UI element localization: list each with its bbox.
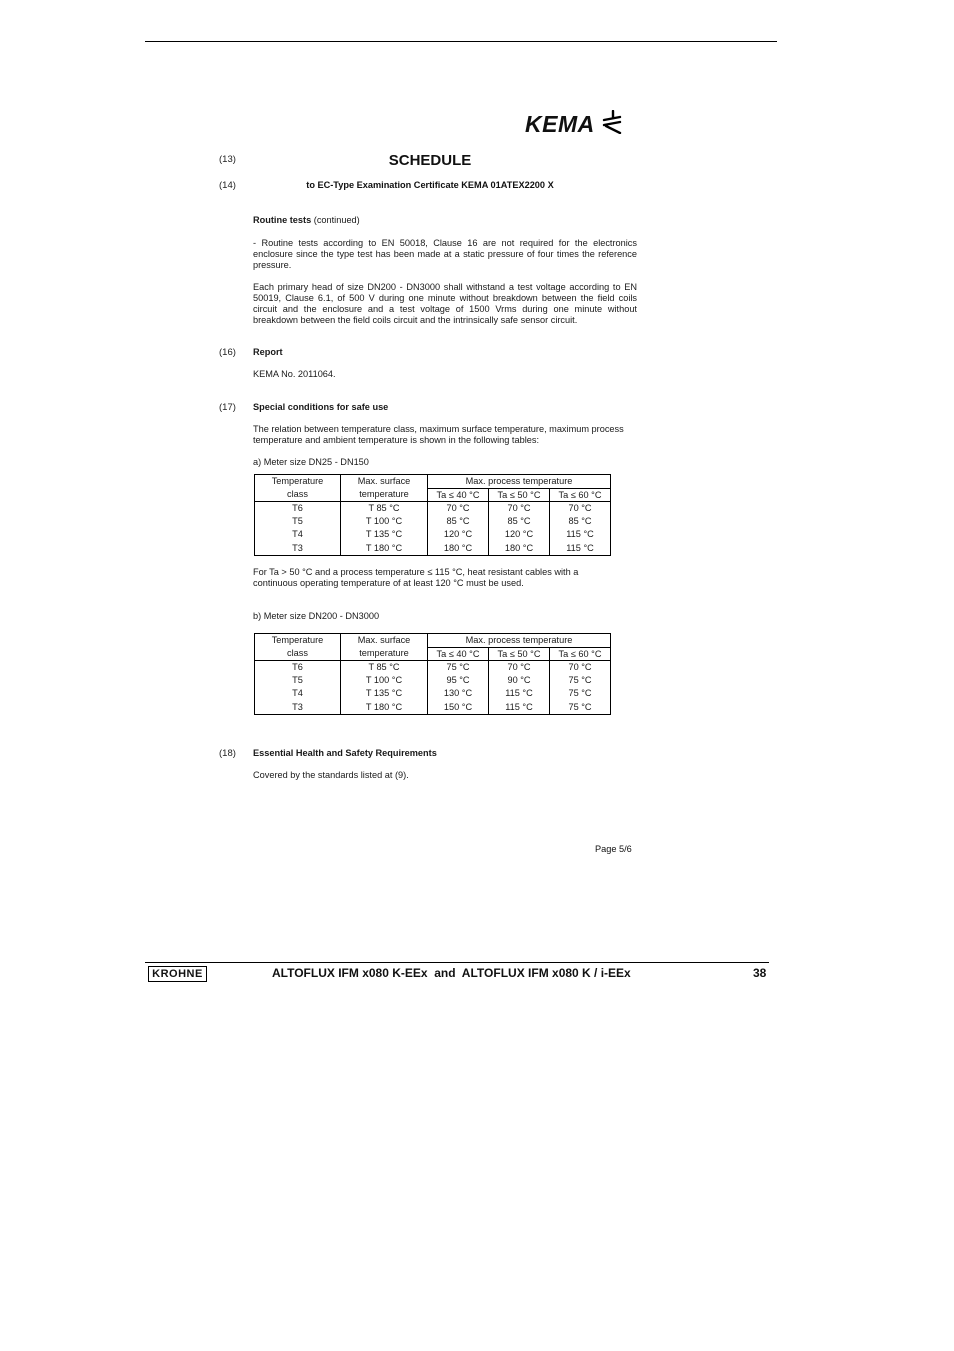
footer-page-number: 38: [753, 966, 767, 980]
essential-requirements-text: Covered by the standards listed at (9).: [253, 770, 409, 780]
page-label: Page 5/6: [595, 844, 632, 854]
table-b-body: [255, 661, 611, 715]
header-ta-50: Ta ≤ 50 °C: [489, 647, 550, 661]
ta-60-cell: 75 °C: [550, 701, 611, 715]
ta-50-cell: 90 °C: [489, 674, 550, 687]
top-rule: [145, 41, 777, 42]
table-a-note: For Ta > 50 °C and a process temperature ≤ 115 °C, heat resistant cables with a continuous operating temperature of at least 120 °C must be used.: [253, 567, 579, 588]
temperature-table-b: [254, 633, 611, 715]
ta-40-cell: 70 °C: [428, 502, 489, 516]
temp-class-cell: T5: [255, 515, 341, 528]
routine-tests-paragraph-1: - Routine tests according to EN 50018, Clause 16 are not required for the electronics enclosure since the type test has been made at a static pressure of four times the reference pressure.: [253, 238, 637, 270]
ta-40-cell: 150 °C: [428, 701, 489, 715]
ta-40-cell: 180 °C: [428, 542, 489, 556]
header-max-process: Max. process temperature: [428, 475, 611, 489]
max-surface-cell: T 180 °C: [341, 542, 428, 556]
max-surface-cell: T 85 °C: [341, 661, 428, 675]
header-ta-60: Ta ≤ 60 °C: [550, 488, 611, 502]
footer-rule: [145, 962, 769, 963]
header-max-surface-2: temperature: [341, 488, 428, 502]
temp-class-cell: T4: [255, 528, 341, 541]
schedule-title: SCHEDULE: [388, 152, 472, 169]
max-surface-cell: T 180 °C: [341, 701, 428, 715]
header-temperature-class: Temperature: [255, 634, 341, 648]
ta-50-cell: 70 °C: [489, 661, 550, 675]
header-max-process: Max. process temperature: [428, 634, 611, 648]
header-ta-40: Ta ≤ 40 °C: [428, 647, 489, 661]
header-max-surface: Max. surface: [341, 475, 428, 489]
ta-40-cell: 85 °C: [428, 515, 489, 528]
ta-60-cell: 85 °C: [550, 515, 611, 528]
max-surface-cell: T 85 °C: [341, 502, 428, 516]
table-a-caption: a) Meter size DN25 - DN150: [253, 457, 369, 467]
report-text: KEMA No. 2011064.: [253, 369, 336, 379]
header-temperature-class-2: class: [255, 488, 341, 502]
ta-60-cell: 70 °C: [550, 502, 611, 516]
routine-tests-paragraph-2: Each primary head of size DN200 - DN3000 shall withstand a test voltage according to EN 50019, Clause 6.1, of 500 V during one minute without breakdown between the field coils circuit and the enclosure and a test voltage of 1500 Vrms during one minute without breakdown between the field coils circuit and the intrinsically safe sensor circuit.: [253, 282, 637, 325]
table-row: [255, 502, 611, 516]
temp-class-cell: T3: [255, 701, 341, 715]
footer-product-title: ALTOFLUX IFM x080 K-EEx and ALTOFLUX IFM x080 K / i-EEx: [272, 966, 631, 980]
table-row: [255, 515, 611, 528]
special-conditions-intro: The relation between temperature class, maximum surface temperature, maximum process temperature and ambient temperature is shown in the following tables:: [253, 424, 624, 445]
ta-50-cell: 120 °C: [489, 528, 550, 541]
max-surface-cell: T 100 °C: [341, 515, 428, 528]
section-number-14: (14): [219, 180, 236, 191]
routine-tests-heading-bold: Routine tests: [253, 215, 312, 225]
header-temperature-class-2: class: [255, 647, 341, 661]
ta-60-cell: 115 °C: [550, 542, 611, 556]
ta-60-cell: 115 °C: [550, 528, 611, 541]
max-surface-cell: T 135 °C: [341, 528, 428, 541]
header-max-surface-2: temperature: [341, 647, 428, 661]
temp-class-cell: T3: [255, 542, 341, 556]
header-ta-60: Ta ≤ 60 °C: [550, 647, 611, 661]
ta-50-cell: 115 °C: [489, 701, 550, 715]
report-heading: Report: [253, 347, 283, 357]
certificate-subtitle: to EC-Type Examination Certificate KEMA 01ATEX2200 X: [306, 180, 554, 190]
ta-60-cell: 75 °C: [550, 687, 611, 700]
section-number-17: (17): [219, 402, 236, 413]
section-number-13: (13): [219, 154, 236, 165]
temp-class-cell: T5: [255, 674, 341, 687]
special-conditions-heading: Special conditions for safe use: [253, 402, 389, 412]
max-surface-cell: T 135 °C: [341, 687, 428, 700]
ta-60-cell: 70 °C: [550, 661, 611, 675]
header-temperature-class: Temperature: [255, 475, 341, 489]
routine-tests-heading: [253, 215, 637, 226]
ta-60-cell: 75 °C: [550, 674, 611, 687]
ta-50-cell: 115 °C: [489, 687, 550, 700]
table-row: [255, 542, 611, 556]
kema-lightning-icon: [602, 110, 624, 134]
table-row: [255, 687, 611, 700]
ta-50-cell: 70 °C: [489, 502, 550, 516]
section-number-18: (18): [219, 748, 236, 759]
krohne-logo: KROHNE: [148, 966, 207, 982]
table-row: [255, 701, 611, 715]
ta-50-cell: 180 °C: [489, 542, 550, 556]
max-surface-cell: T 100 °C: [341, 674, 428, 687]
table-row: [255, 661, 611, 675]
temperature-table-a: [254, 474, 611, 556]
header-ta-50: Ta ≤ 50 °C: [489, 488, 550, 502]
essential-requirements-heading: Essential Health and Safety Requirements: [253, 748, 437, 758]
ta-40-cell: 120 °C: [428, 528, 489, 541]
table-row: [255, 674, 611, 687]
temp-class-cell: T6: [255, 661, 341, 675]
ta-40-cell: 75 °C: [428, 661, 489, 675]
header-max-surface: Max. surface: [341, 634, 428, 648]
header-ta-40: Ta ≤ 40 °C: [428, 488, 489, 502]
table-b-caption: b) Meter size DN200 - DN3000: [253, 611, 380, 621]
kema-logo-text: KEMA: [525, 111, 594, 137]
temp-class-cell: T6: [255, 502, 341, 516]
table-a-body: [255, 502, 611, 556]
kema-logo: [525, 110, 624, 138]
section-number-16: (16): [219, 347, 236, 358]
table-row: [255, 528, 611, 541]
ta-40-cell: 95 °C: [428, 674, 489, 687]
routine-tests-heading-suffix: (continued): [311, 215, 360, 225]
ta-40-cell: 130 °C: [428, 687, 489, 700]
temp-class-cell: T4: [255, 687, 341, 700]
ta-50-cell: 85 °C: [489, 515, 550, 528]
